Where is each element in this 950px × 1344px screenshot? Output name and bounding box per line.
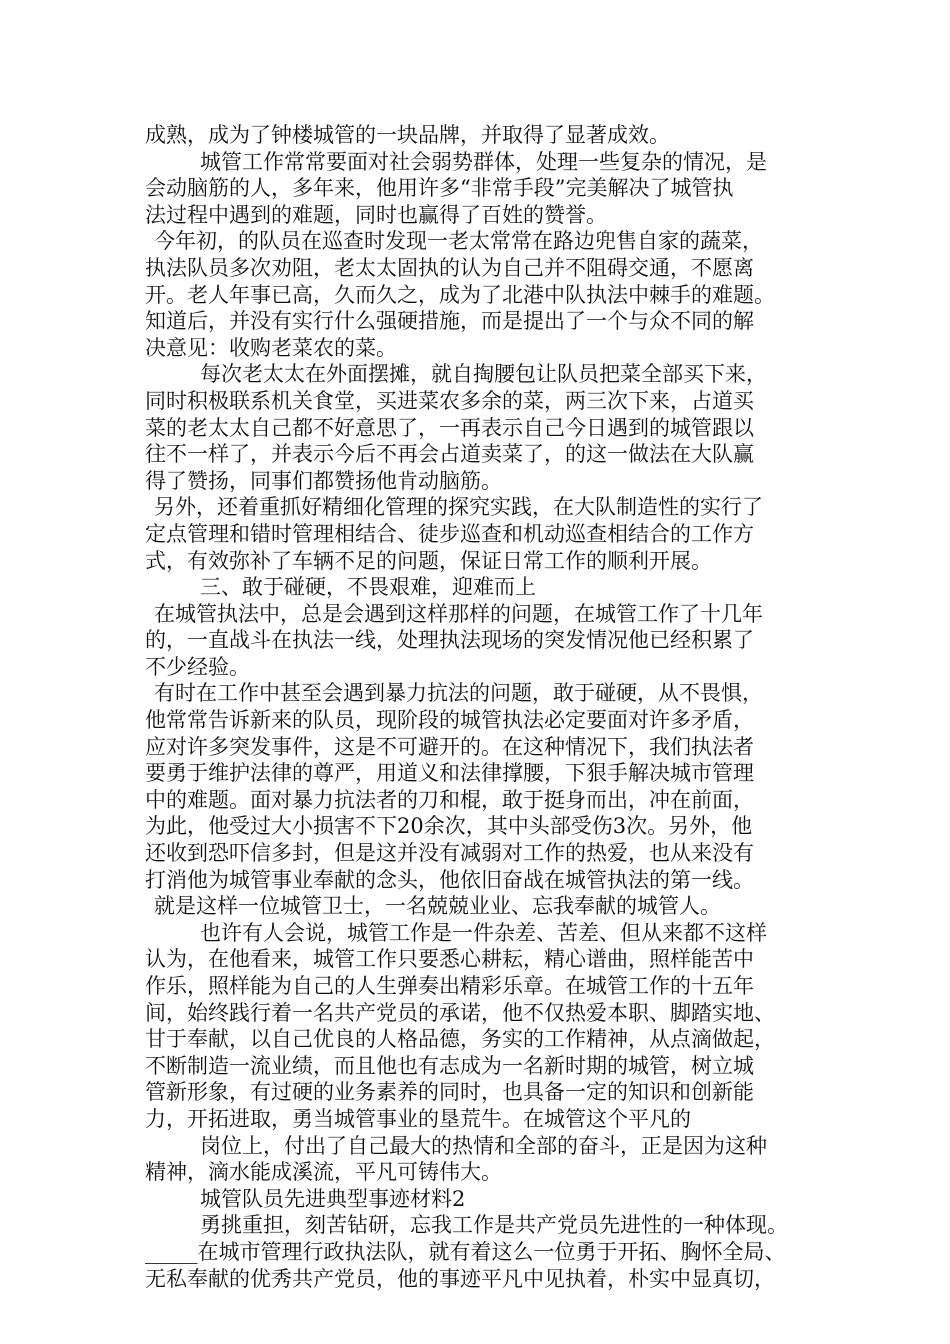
text-line: 有时在工作中甚至会遇到暴力抗法的问题，敢于碰硬，从不畏惧，	[154, 681, 763, 706]
text-line: 的，一直战斗在执法一线，处理执法现场的突发情况他已经积累了	[145, 628, 754, 653]
text-line: 在城管执法中，总是会遇到这样那样的问题，在城管工作了十几年	[154, 601, 763, 626]
text-line: 作乐，照样能为自己的人生弹奏出精彩乐章。在城管工作的十五年	[145, 974, 754, 998]
text-line: 知道后，并没有实行什么强硬措施，而是提出了一个与众不同的解	[145, 309, 754, 334]
text-line: 式，有效弥补了车辆不足的问题，保证日常工作的顺利开展。	[145, 548, 712, 573]
text-line: 定点管理和错时管理相结合、徒步巡查和机动巡查相结合的工作方	[145, 521, 754, 546]
text-line: 就是这样一位城管卫士，一名兢兢业业、忘我奉献的城管人。	[154, 894, 721, 919]
text-line: 菜的老太太自己都不好意思了，一再表示自己今日遇到的城管跟以	[145, 415, 754, 440]
text-line: 同时积极联系机关食堂，买进菜农多余的菜，两三次下来，占道买	[145, 388, 754, 413]
text-line: 力，开拓进取，勇当城管事业的垦荒牛。在城管这个平凡的	[145, 1106, 691, 1131]
text-line: 打消他为城管事业奉献的念头，他依旧奋战在城管执法的第一线。	[145, 867, 754, 892]
text-line: 另外，还着重抓好精细化管理的探究实践，在大队制造性的实行了	[154, 495, 763, 520]
text-line: 也许有人会说，城管工作是一件杂差、苦差、但从来都不这样	[200, 920, 767, 945]
text-line: 管新形象，有过硬的业务素养的同时，也具备一定的知识和创新能	[145, 1080, 754, 1105]
text-line: 间，始终践行着一名共产党员的承诺，他不仅热爱本职、脚踏实地、	[145, 1000, 775, 1025]
text-line: 还收到恐吓信多封，但是这并没有减弱对工作的热爱，也从来没有	[145, 841, 754, 866]
text-line: 开。老人年事已高，久而久之，成为了北港中队执法中棘手的难题。	[145, 282, 775, 307]
text-line: 得了赞扬，同事们都赞扬他肯动脑筋。	[145, 468, 502, 493]
text-line: 为此，他受过大小损害不下20余次，其中头部受伤3次。另外，他	[145, 814, 753, 839]
text-line: 无私奉献的优秀共产党员，他的事迹平凡中见执着，朴实中显真切，	[145, 1266, 775, 1291]
text-line: 每次老太太在外面摆摊，就自掏腰包让队员把菜全部买下来，	[200, 362, 767, 387]
text-line: 甘于奉献，以自己优良的人格品德，务实的工作精神，从点滴做起，	[145, 1027, 775, 1052]
text-line: 精神，滴水能成溪流，平凡可铸伟大。	[145, 1160, 502, 1185]
text-line: 决意见：收购老菜农的菜。	[145, 335, 397, 360]
text-line: 往不一样了，并表示今后不再会占道卖菜了，的这一做法在大队赢	[145, 442, 754, 467]
text-line: 勇挑重担，刻苦钻研，忘我工作是共产党员先进性的一种体现。	[200, 1213, 788, 1238]
document-body	[145, 122, 825, 1292]
text-line: 今年初，的队员在巡查时发现一老太常常在路边兜售自家的蔬菜，	[154, 229, 763, 254]
text-line: _____在城市管理行政执法队，就有着这么一位勇于开拓、胸怀全局、	[145, 1239, 786, 1264]
text-line: 中的难题。面对暴力抗法者的刀和棍，敢于挺身而出，冲在前面，	[145, 787, 754, 812]
text-line: 城管队员先进典型事迹材料2	[200, 1186, 466, 1211]
text-line: 岗位上，付出了自己最大的热情和全部的奋斗，正是因为这种	[200, 1133, 767, 1158]
text-line: 法过程中遇到的难题，同时也赢得了百姓的赞誉。	[145, 202, 607, 227]
text-line: 会动脑筋的人，多年来，他用许多“非常手段”完美解决了城管执	[145, 176, 734, 201]
text-line: 城管工作常常要面对社会弱势群体，处理一些复杂的情况，是	[200, 149, 767, 174]
text-line: 不少经验。	[145, 654, 250, 679]
text-line: 执法队员多次劝阻，老太太固执的认为自己并不阻碍交通，不愿离	[145, 255, 754, 280]
text-line: 不断制造一流业绩，而且他也有志成为一名新时期的城管，树立城	[145, 1053, 754, 1078]
text-line: 认为，在他看来，城管工作只要悉心耕耘，精心谱曲，照样能苦中	[145, 947, 754, 972]
text-line: 三、敢于碰硬，不畏艰难，迎难而上	[200, 575, 536, 600]
text-line: 他常常告诉新来的队员，现阶段的城管执法必定要面对许多矛盾，	[145, 708, 754, 733]
text-line: 要勇于维护法律的尊严，用道义和法律撑腰，下狠手解决城市管理	[145, 761, 754, 786]
text-line: 应对许多突发事件，这是不可避开的。在这种情况下，我们执法者	[145, 734, 754, 759]
text-line: 成熟，成为了钟楼城管的一块品牌，并取得了显著成效。	[145, 123, 670, 147]
